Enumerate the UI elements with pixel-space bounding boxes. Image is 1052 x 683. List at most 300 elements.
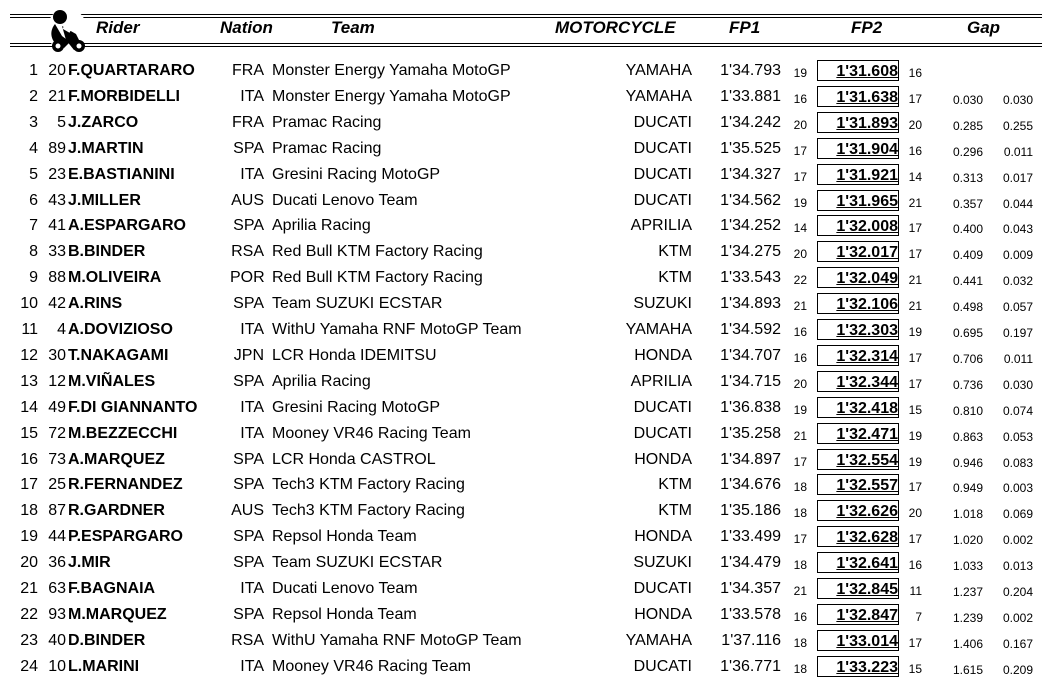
fp2-lap-cell: 15 (908, 661, 922, 676)
gap-first-cell: 1.615 (952, 662, 983, 677)
gap-first-cell: 0.695 (952, 326, 983, 340)
team-cell: Gresini Racing MotoGP (272, 398, 441, 416)
fp1-lap-cell: 17 (793, 532, 807, 547)
fp2-lap-cell: 17 (908, 532, 922, 547)
rider-name-cell: A.ESPARGARO (68, 217, 186, 235)
fp1-time-cell: 1'34.357 (720, 580, 781, 597)
table-row (0, 60, 1052, 86)
fp1-lap-cell: 17 (793, 143, 807, 158)
fp1-lap-cell: 17 (793, 454, 807, 469)
fp2-lap-cell: 16 (908, 143, 922, 158)
rider-name-cell: R.FERNANDEZ (68, 476, 183, 494)
fp1-lap-cell: 19 (793, 195, 807, 210)
fp2-time-cell: 1'32.303 (836, 322, 898, 339)
position-cell: 17 (20, 476, 38, 494)
team-cell: LCR Honda CASTROL (272, 450, 436, 468)
fp2-time-cell: 1'31.904 (836, 140, 898, 158)
motorcycle-cell: HONDA (634, 450, 692, 468)
header-rider: Rider (96, 18, 140, 37)
fp1-time-cell: 1'34.562 (720, 191, 781, 209)
gap-previous-cell: 0.255 (1002, 118, 1033, 133)
table-row (0, 526, 1052, 552)
fp2-time-cell: 1'33.014 (836, 632, 898, 650)
nation-cell: SPA (233, 476, 264, 494)
nation-cell: SPA (233, 450, 264, 468)
rider-number-cell: 88 (48, 269, 66, 287)
fp2-lap-cell: 19 (908, 454, 922, 469)
motorcycle-cell: DUCATI (633, 113, 692, 131)
nation-cell: POR (230, 269, 265, 287)
fp1-lap-cell: 18 (793, 480, 807, 495)
rider-name-cell: A.DOVIZIOSO (68, 321, 173, 338)
rider-number-cell: 63 (48, 580, 66, 597)
team-cell: LCR Honda IDEMITSU (272, 346, 437, 364)
nation-cell: SPA (233, 217, 264, 235)
header-gap: Gap (967, 18, 1001, 37)
fp2-time-cell: 1'31.608 (836, 63, 898, 80)
rider-name-cell: J.MILLER (68, 191, 141, 209)
motorcycle-cell: HONDA (634, 528, 692, 546)
fp2-lap-cell: 17 (908, 480, 922, 495)
fp1-lap-cell: 14 (793, 221, 807, 236)
fp1-lap-cell: 20 (793, 376, 807, 391)
motorcycle-cell: DUCATI (633, 657, 692, 675)
team-cell: WithU Yamaha RNF MotoGP Team (272, 321, 522, 338)
rider-name-cell: F.QUARTARARO (68, 62, 195, 79)
fp1-time-cell: 1'34.592 (720, 321, 781, 338)
rider-number-cell: 89 (48, 139, 66, 157)
table-row (0, 267, 1052, 293)
fp1-lap-cell: 18 (793, 558, 807, 573)
gap-first-cell: 0.946 (952, 455, 983, 470)
rider-number-cell: 40 (48, 631, 66, 649)
nation-cell: AUS (231, 191, 264, 209)
table-row (0, 293, 1052, 319)
header-bottom-rule-2 (10, 46, 1042, 47)
fp1-time-cell: 1'34.242 (720, 113, 781, 131)
position-cell: 7 (29, 217, 38, 235)
fp1-time-cell: 1'37.116 (721, 631, 781, 649)
fp1-time-cell: 1'33.543 (720, 269, 781, 287)
gap-first-cell: 0.313 (952, 170, 983, 185)
motorcycle-cell: SUZUKI (633, 554, 692, 572)
table-row (0, 86, 1052, 112)
team-cell: Mooney VR46 Racing Team (272, 424, 471, 442)
nation-cell: ITA (240, 398, 264, 416)
table-row (0, 423, 1052, 449)
gap-previous-cell: 0.069 (1002, 507, 1033, 522)
table-row (0, 630, 1052, 656)
table-row (0, 112, 1052, 138)
team-cell: Tech3 KTM Factory Racing (272, 476, 465, 494)
gap-first-cell: 0.030 (952, 92, 983, 107)
motorcycle-cell: YAMAHA (625, 321, 692, 338)
gap-previous-cell: 0.032 (1002, 274, 1033, 289)
fp1-lap-cell: 21 (793, 299, 807, 314)
position-cell: 23 (20, 631, 38, 649)
gap-first-cell: 1.033 (952, 559, 983, 574)
gap-previous-cell: 0.002 (1002, 610, 1033, 625)
fp1-time-cell: 1'35.258 (720, 424, 781, 442)
fp1-time-cell: 1'34.479 (720, 554, 781, 572)
gap-previous-cell: 0.074 (1002, 403, 1033, 418)
fp1-time-cell: 1'33.881 (720, 87, 781, 105)
motorcycle-cell: KTM (658, 502, 692, 520)
nation-cell: ITA (240, 580, 264, 597)
fp1-time-cell: 1'34.275 (720, 243, 781, 261)
nation-cell: ITA (240, 165, 264, 183)
fp2-time-cell: 1'31.893 (836, 114, 898, 132)
motorcycle-cell: DUCATI (633, 191, 692, 209)
fp2-time-cell: 1'32.049 (836, 270, 898, 288)
team-cell: Team SUZUKI ECSTAR (272, 295, 443, 313)
motorcycle-cell: KTM (658, 243, 692, 261)
rider-name-cell: F.DI GIANNANTO (68, 398, 198, 416)
fp2-lap-cell: 14 (908, 169, 922, 184)
gap-previous-cell: 0.043 (1002, 222, 1033, 237)
nation-cell: AUS (231, 502, 264, 520)
rider-name-cell: M.MARQUEZ (68, 605, 167, 623)
table-row (0, 552, 1052, 578)
rider-name-cell: F.BAGNAIA (68, 580, 156, 597)
team-cell: Pramac Racing (272, 113, 382, 131)
fp2-lap-cell: 19 (908, 428, 922, 443)
fp1-time-cell: 1'35.186 (720, 502, 781, 520)
rider-number-cell: 87 (48, 502, 66, 520)
table-row (0, 604, 1052, 630)
table-row (0, 241, 1052, 267)
gap-previous-cell: 0.083 (1002, 455, 1033, 470)
fp2-time-cell: 1'32.471 (836, 425, 898, 443)
rider-number-cell: 12 (48, 372, 66, 390)
fp2-time-cell: 1'32.626 (836, 503, 898, 521)
fp1-lap-cell: 16 (793, 609, 807, 624)
nation-cell: SPA (233, 139, 264, 157)
fp1-lap-cell: 20 (793, 247, 807, 262)
position-cell: 19 (20, 528, 38, 546)
gap-previous-cell: 0.204 (1002, 585, 1033, 599)
gap-previous-cell: 0.013 (1002, 559, 1033, 574)
fp2-lap-cell: 21 (908, 299, 922, 314)
team-cell: Aprilia Racing (272, 372, 371, 390)
nation-cell: FRA (232, 113, 264, 131)
rider-name-cell: R.GARDNER (68, 502, 165, 520)
team-cell: Repsol Honda Team (272, 605, 417, 623)
team-cell: Red Bull KTM Factory Racing (272, 269, 483, 287)
team-cell: Gresini Racing MotoGP (272, 165, 441, 183)
fp1-time-cell: 1'33.578 (720, 605, 781, 623)
gap-first-cell: 0.400 (952, 222, 983, 237)
rider-name-cell: B.BINDER (68, 243, 146, 261)
fp1-time-cell: 1'33.499 (720, 528, 781, 546)
rider-name-cell: D.BINDER (68, 631, 146, 649)
nation-cell: ITA (240, 321, 264, 338)
team-cell: Repsol Honda Team (272, 528, 417, 546)
rider-number-cell: 5 (57, 113, 66, 131)
rider-number-cell: 23 (48, 165, 66, 183)
team-cell: WithU Yamaha RNF MotoGP Team (272, 631, 522, 649)
team-cell: Ducati Lenovo Team (272, 580, 418, 597)
table-row (0, 449, 1052, 475)
rider-number-cell: 20 (48, 62, 66, 79)
gap-previous-cell: 0.002 (1002, 533, 1033, 548)
fp1-time-cell: 1'34.793 (720, 62, 781, 79)
rider-number-cell: 25 (48, 476, 66, 494)
gap-first-cell: 0.810 (952, 403, 983, 418)
team-cell: Red Bull KTM Factory Racing (272, 243, 483, 261)
fp2-lap-cell: 21 (908, 195, 922, 210)
fp2-time-cell: 1'32.418 (836, 399, 898, 417)
fp2-lap-cell: 16 (908, 558, 922, 573)
nation-cell: JPN (233, 346, 264, 364)
position-cell: 21 (20, 580, 38, 597)
gap-first-cell: 0.706 (952, 351, 983, 366)
motorcycle-cell: DUCATI (633, 165, 692, 183)
motorcycle-cell: DUCATI (633, 398, 692, 416)
table-row (0, 371, 1052, 397)
gap-first-cell: 1.239 (952, 610, 983, 625)
table-row (0, 164, 1052, 190)
rider-number-cell: 73 (48, 450, 66, 468)
nation-cell: SPA (233, 372, 264, 390)
gap-first-cell: 1.020 (952, 533, 983, 548)
fp2-time-cell: 1'31.965 (836, 192, 898, 210)
table-row (0, 319, 1052, 345)
fp1-lap-cell: 16 (793, 91, 807, 106)
fp2-time-cell: 1'32.017 (836, 244, 898, 262)
header-team: Team (331, 18, 375, 37)
motorcycle-cell: HONDA (634, 346, 692, 364)
table-row (0, 138, 1052, 164)
gap-previous-cell: 0.167 (1002, 636, 1033, 651)
rider-name-cell: J.MARTIN (68, 139, 144, 157)
header-nation: Nation (220, 18, 273, 37)
position-cell: 22 (20, 605, 38, 623)
fp2-lap-cell: 17 (908, 221, 922, 236)
rider-name-cell: P.ESPARGARO (68, 528, 183, 546)
fp1-lap-cell: 21 (793, 428, 807, 443)
rider-number-cell: 42 (48, 295, 66, 313)
rider-number-cell: 10 (48, 657, 66, 675)
gap-first-cell: 0.736 (952, 377, 983, 392)
fp1-lap-cell: 16 (793, 350, 807, 365)
position-cell: 20 (20, 554, 38, 572)
fp1-time-cell: 1'36.838 (720, 398, 781, 416)
fp2-lap-cell: 16 (908, 66, 922, 80)
fp1-lap-cell: 19 (793, 66, 807, 80)
fp2-lap-cell: 21 (908, 273, 922, 288)
rider-number-cell: 72 (48, 424, 66, 442)
fp1-lap-cell: 18 (793, 661, 807, 676)
fp2-lap-cell: 17 (908, 247, 922, 262)
fp2-lap-cell: 17 (908, 91, 922, 106)
motorcycle-cell: KTM (658, 476, 692, 494)
fp1-lap-cell: 19 (793, 402, 807, 417)
motorcycle-cell: HONDA (634, 605, 692, 623)
table-row (0, 474, 1052, 500)
fp2-time-cell: 1'32.344 (836, 373, 898, 391)
motorcycle-cell: DUCATI (633, 580, 692, 597)
fp1-lap-cell: 21 (793, 584, 807, 598)
fp2-time-cell: 1'31.921 (836, 166, 898, 184)
fp2-lap-cell: 15 (908, 402, 922, 417)
rider-name-cell: J.MIR (68, 554, 111, 572)
fp2-time-cell: 1'32.008 (836, 218, 898, 236)
table-row (0, 190, 1052, 216)
rider-name-cell: E.BASTIANINI (68, 165, 175, 183)
fp1-lap-cell: 22 (793, 273, 807, 288)
fp2-time-cell: 1'32.557 (836, 477, 898, 495)
rider-name-cell: L.MARINI (68, 657, 140, 675)
fp1-lap-cell: 18 (793, 635, 807, 650)
nation-cell: ITA (240, 657, 264, 675)
team-cell: Ducati Lenovo Team (272, 191, 418, 209)
rider-number-cell: 30 (48, 346, 66, 364)
fp1-time-cell: 1'35.525 (720, 139, 781, 157)
table-row (0, 397, 1052, 423)
fp2-time-cell: 1'32.628 (836, 529, 898, 547)
position-cell: 13 (20, 372, 38, 390)
gap-previous-cell: 0.044 (1002, 196, 1033, 211)
gap-first-cell: 0.357 (952, 196, 983, 211)
fp2-time-cell: 1'32.845 (836, 581, 898, 598)
gap-previous-cell: 0.011 (1003, 351, 1033, 366)
gap-previous-cell: 0.057 (1002, 300, 1033, 315)
nation-cell: RSA (231, 631, 264, 649)
fp2-time-cell: 1'32.641 (836, 555, 898, 573)
gap-previous-cell: 0.030 (1002, 377, 1033, 392)
team-cell: Monster Energy Yamaha MotoGP (272, 87, 511, 105)
nation-cell: ITA (240, 87, 264, 105)
fp2-lap-cell: 19 (908, 325, 922, 339)
team-cell: Aprilia Racing (272, 217, 371, 235)
fp2-lap-cell: 20 (908, 117, 922, 132)
fp1-time-cell: 1'34.715 (720, 372, 781, 390)
team-cell: Tech3 KTM Factory Racing (272, 502, 465, 520)
header-fp1: FP1 (729, 18, 761, 37)
gap-first-cell: 0.949 (952, 481, 983, 496)
gap-previous-cell: 0.209 (1002, 662, 1033, 677)
nation-cell: FRA (232, 62, 264, 79)
gap-previous-cell: 0.030 (1002, 92, 1033, 107)
rider-name-cell: J.ZARCO (68, 113, 139, 131)
position-cell: 24 (20, 657, 38, 675)
position-cell: 2 (29, 87, 38, 105)
fp1-time-cell: 1'34.893 (720, 295, 781, 313)
rider-name-cell: F.MORBIDELLI (68, 87, 180, 105)
table-row (0, 500, 1052, 526)
fp1-time-cell: 1'34.252 (720, 217, 781, 235)
fp2-time-cell: 1'31.638 (836, 88, 898, 106)
fp1-lap-cell: 16 (793, 325, 807, 339)
fp2-time-cell: 1'32.314 (836, 347, 898, 365)
gap-first-cell: 0.409 (952, 248, 983, 263)
fp1-lap-cell: 17 (793, 169, 807, 184)
gap-first-cell: 1.406 (952, 636, 983, 651)
gap-first-cell: 0.296 (952, 144, 983, 159)
rider-number-cell: 36 (48, 554, 66, 572)
rider-name-cell: A.RINS (68, 295, 123, 313)
fp2-lap-cell: 7 (915, 609, 922, 624)
gap-previous-cell: 0.011 (1003, 144, 1033, 159)
gap-previous-cell: 0.053 (1002, 429, 1033, 444)
motorcycle-rider-icon (44, 6, 90, 54)
fp1-lap-cell: 20 (793, 117, 807, 132)
table-row (0, 345, 1052, 371)
nation-cell: SPA (233, 605, 264, 623)
fp1-time-cell: 1'36.771 (720, 657, 781, 675)
position-cell: 14 (20, 398, 38, 416)
position-cell: 11 (21, 321, 38, 338)
motorcycle-cell: DUCATI (633, 424, 692, 442)
header-fp2: FP2 (851, 18, 883, 37)
team-cell: Mooney VR46 Racing Team (272, 657, 471, 675)
team-cell: Monster Energy Yamaha MotoGP (272, 62, 511, 79)
position-cell: 5 (29, 165, 38, 183)
position-cell: 1 (29, 62, 38, 79)
nation-cell: SPA (233, 528, 264, 546)
fp1-time-cell: 1'34.327 (720, 165, 781, 183)
header-bottom-rule (10, 43, 1042, 44)
fp2-lap-cell: 20 (908, 506, 922, 521)
fp2-lap-cell: 17 (908, 350, 922, 365)
fp1-time-cell: 1'34.676 (720, 476, 781, 494)
motorcycle-cell: YAMAHA (625, 87, 692, 105)
fp2-time-cell: 1'32.847 (836, 606, 898, 624)
header-top-rule-2 (10, 17, 1042, 18)
fp2-lap-cell: 17 (908, 635, 922, 650)
rider-name-cell: A.MARQUEZ (68, 450, 165, 468)
rider-number-cell: 21 (48, 87, 66, 105)
motorcycle-cell: YAMAHA (625, 631, 692, 649)
table-row (0, 656, 1052, 682)
position-cell: 6 (29, 191, 38, 209)
fp2-lap-cell: 17 (908, 376, 922, 391)
header-top-rule (10, 14, 1042, 15)
gap-previous-cell: 0.003 (1002, 481, 1033, 496)
fp2-time-cell: 1'32.106 (836, 296, 898, 314)
rider-number-cell: 41 (48, 217, 66, 235)
position-cell: 4 (29, 139, 38, 157)
gap-first-cell: 0.441 (952, 274, 983, 289)
motorcycle-cell: YAMAHA (625, 62, 692, 79)
rider-name-cell: M.VIÑALES (68, 372, 156, 390)
fp1-lap-cell: 18 (793, 506, 807, 521)
rider-number-cell: 93 (48, 605, 66, 623)
rider-name-cell: M.BEZZECCHI (68, 424, 178, 442)
gap-first-cell: 0.498 (952, 300, 983, 315)
gap-first-cell: 0.285 (952, 118, 983, 133)
motorcycle-cell: APRILIA (630, 217, 692, 235)
gap-previous-cell: 0.197 (1002, 326, 1033, 340)
motorcycle-cell: APRILIA (630, 372, 692, 390)
nation-cell: SPA (233, 554, 264, 572)
team-cell: Pramac Racing (272, 139, 382, 157)
motorcycle-cell: SUZUKI (633, 295, 692, 313)
table-row (0, 578, 1052, 604)
position-cell: 12 (20, 346, 38, 364)
gap-first-cell: 0.863 (952, 429, 983, 444)
fp2-lap-cell: 11 (909, 584, 922, 598)
gap-previous-cell: 0.017 (1002, 170, 1033, 185)
rider-name-cell: M.OLIVEIRA (68, 269, 162, 287)
position-cell: 3 (29, 113, 38, 131)
rider-number-cell: 43 (48, 191, 66, 209)
rider-name-cell: T.NAKAGAMI (68, 346, 169, 364)
fp1-time-cell: 1'34.897 (720, 450, 781, 468)
rider-number-cell: 44 (48, 528, 66, 546)
gap-previous-cell: 0.009 (1002, 248, 1033, 263)
